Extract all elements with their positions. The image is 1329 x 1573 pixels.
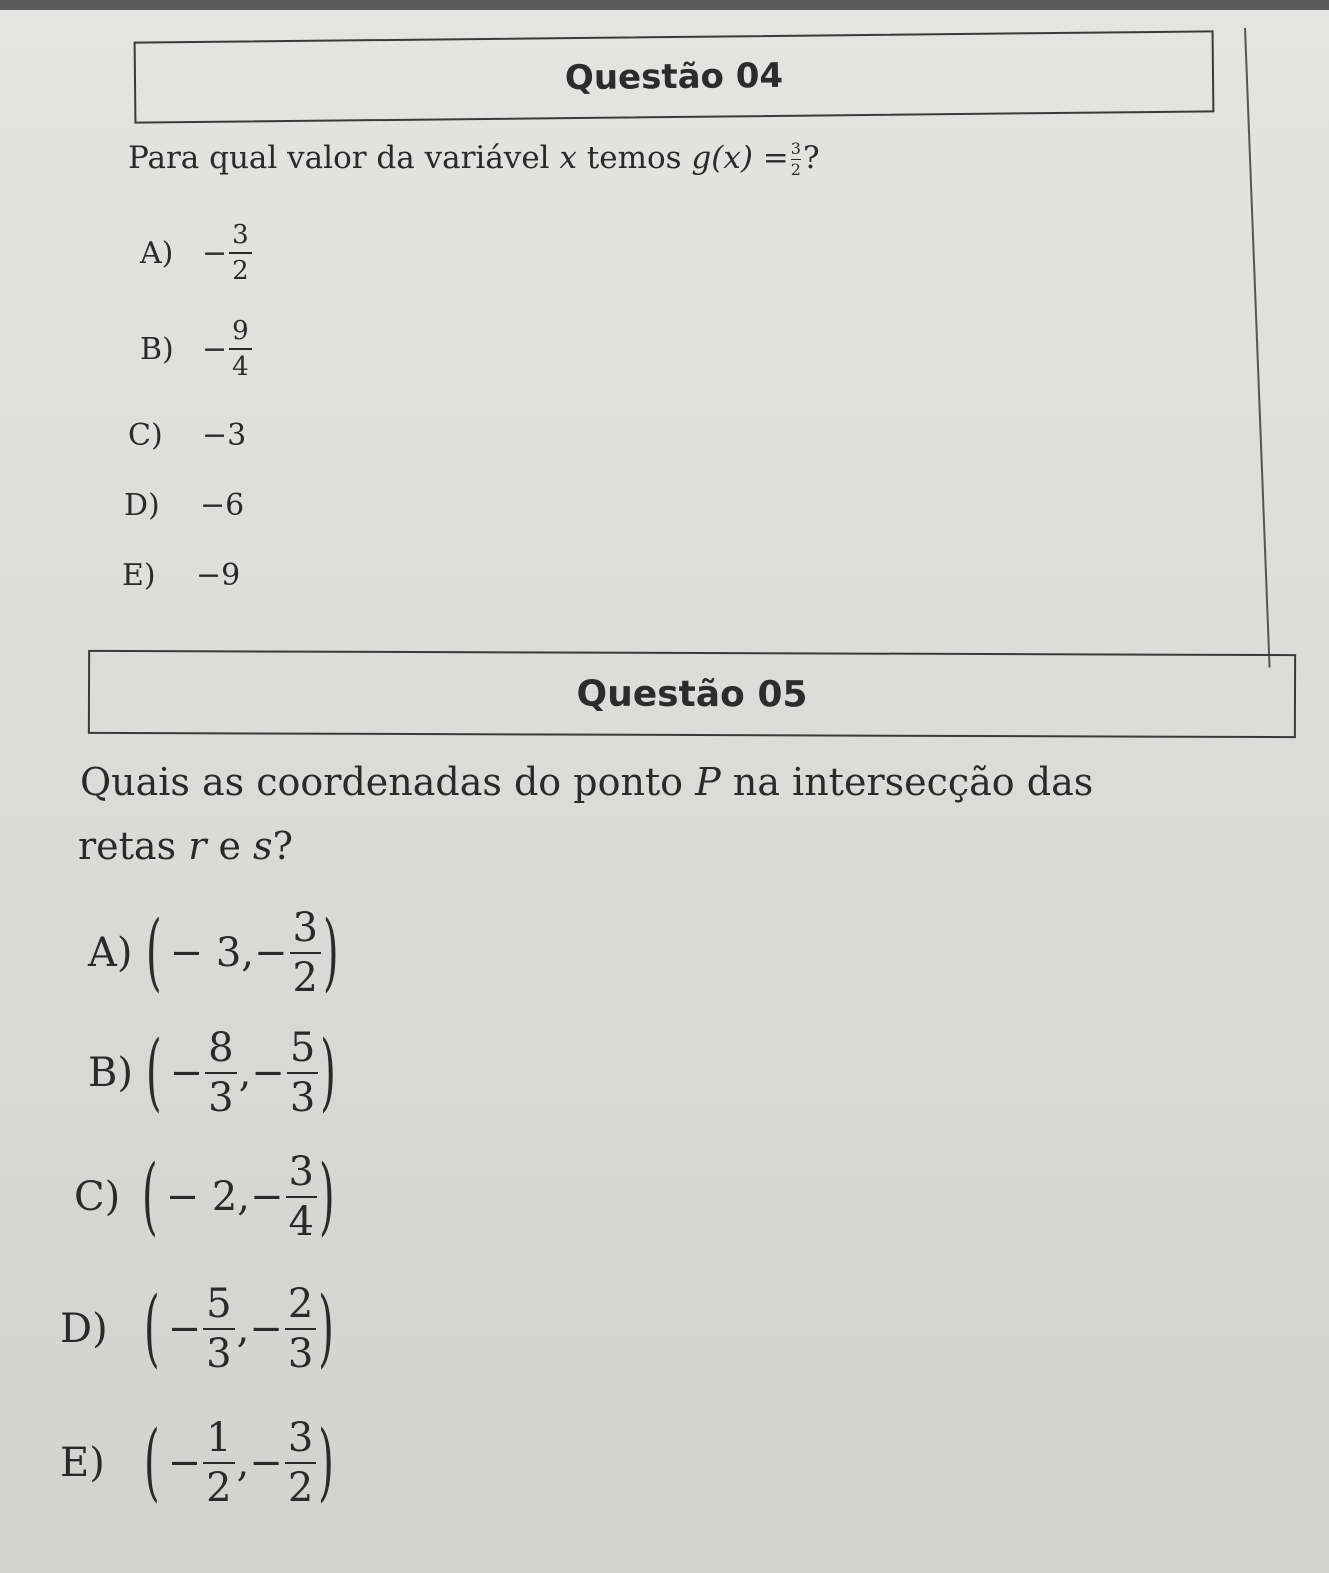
option-y-fraction (290, 905, 321, 1001)
q5-prompt-text: retas (78, 824, 177, 868)
option-x-sign: − (167, 1306, 202, 1352)
option-y-fraction (286, 1149, 317, 1245)
option-label: B) (140, 331, 174, 367)
option-label: D) (60, 1306, 108, 1352)
comma: , (236, 1440, 250, 1486)
option-sign: − (202, 235, 228, 271)
right-paren: ) (320, 1024, 336, 1122)
fraction-den: 3 (205, 1072, 236, 1118)
question-05-prompt-line2 (78, 824, 293, 868)
q5-option-d[interactable] (60, 1280, 334, 1378)
fraction-num: 3 (288, 1149, 314, 1195)
q5-point: P (695, 760, 721, 804)
question-04-title: Questão 04 (564, 55, 784, 99)
q5-option-c[interactable] (74, 1148, 335, 1246)
fraction-den: 4 (286, 1196, 317, 1242)
q4-prompt-suffix: ? (802, 140, 820, 176)
option-x-fraction (205, 1025, 236, 1121)
option-value: −3 (202, 418, 247, 453)
right-paren: ) (318, 1148, 335, 1246)
question-04-header (134, 30, 1215, 123)
option-label: A) (88, 930, 133, 976)
option-label: D) (124, 488, 160, 523)
fraction-num: 3 (292, 905, 318, 951)
fraction-num: 2 (287, 1281, 314, 1327)
q4-option-b[interactable] (140, 318, 254, 380)
q4-value-den: 2 (790, 160, 801, 179)
option-y-sign: − (249, 1306, 283, 1352)
q5-option-b[interactable] (88, 1024, 336, 1122)
fraction-den: 2 (290, 952, 321, 998)
fraction-den: 2 (203, 1462, 234, 1508)
left-paren: ( (146, 1024, 162, 1122)
q5-prompt-text: ? (272, 824, 293, 868)
q4-function-expr: g(x) = (691, 140, 789, 176)
question-05-title: Questão 05 (576, 673, 808, 715)
option-y-sign: − (254, 930, 288, 976)
fraction-num: 5 (206, 1281, 232, 1327)
option-x: − 3, (169, 930, 255, 976)
q5-prompt-text: na intersecção das (732, 760, 1094, 804)
fraction-num: 9 (232, 316, 249, 346)
q5-line-r: r (188, 824, 207, 868)
option-sign: − (202, 331, 228, 367)
option-y-sign: − (250, 1174, 284, 1220)
fraction-den: 3 (287, 1072, 318, 1118)
q4-prompt-prefix: Para qual valor da variável (128, 140, 550, 176)
question-04-prompt (128, 140, 820, 178)
fraction-num: 1 (206, 1415, 232, 1461)
option-x-sign: − (167, 1440, 202, 1486)
left-paren: ( (144, 1280, 160, 1378)
question-05-prompt-line1 (80, 760, 1093, 804)
option-label: B) (88, 1050, 133, 1096)
q5-line-s: s (253, 824, 273, 868)
option-x-fraction (203, 1415, 234, 1511)
option-value: −9 (196, 558, 241, 593)
q5-option-a[interactable] (88, 904, 339, 1002)
right-paren: ) (318, 1280, 334, 1378)
page-top-edge (0, 0, 1329, 10)
fraction-den: 2 (285, 1462, 316, 1508)
fraction-den: 3 (285, 1328, 316, 1374)
page-border-line (1244, 28, 1271, 668)
q4-option-a[interactable] (140, 222, 254, 284)
left-paren: ( (144, 1414, 160, 1512)
left-paren: ( (142, 1148, 158, 1246)
fraction-den: 3 (203, 1328, 234, 1374)
fraction-den: 2 (229, 252, 252, 284)
q4-option-e[interactable] (122, 558, 240, 593)
q4-prompt-middle: temos (586, 140, 682, 176)
option-x: − 2, (165, 1174, 251, 1220)
q4-variable: x (559, 140, 577, 176)
option-label: C) (74, 1174, 121, 1220)
fraction-num: 3 (232, 220, 249, 250)
fraction-num: 3 (287, 1415, 314, 1461)
question-05-header (88, 650, 1296, 738)
option-y-sign: − (251, 1050, 285, 1096)
option-x-fraction (203, 1281, 234, 1377)
option-y-sign: − (249, 1440, 283, 1486)
option-value: −6 (200, 488, 245, 523)
option-y-fraction (285, 1415, 316, 1511)
fraction-num: 5 (289, 1025, 316, 1071)
option-fraction (229, 222, 252, 284)
q5-option-e[interactable] (60, 1414, 334, 1512)
q4-value-num: 3 (790, 139, 801, 158)
q4-value-fraction (791, 141, 801, 178)
q4-option-c[interactable] (128, 418, 246, 453)
fraction-num: 8 (208, 1025, 234, 1071)
option-y-fraction (287, 1025, 318, 1121)
left-paren: ( (146, 904, 162, 1002)
right-paren: ) (322, 904, 339, 1002)
option-label: E) (122, 558, 156, 593)
comma: , (238, 1050, 252, 1096)
option-label: A) (140, 235, 174, 271)
option-y-fraction (285, 1281, 316, 1377)
option-label: E) (60, 1440, 105, 1486)
q4-option-d[interactable] (124, 488, 244, 523)
q5-prompt-text: e (218, 824, 241, 868)
q5-prompt-text: Quais as coordenadas do ponto (80, 760, 684, 804)
right-paren: ) (318, 1414, 334, 1512)
option-x-sign: − (169, 1050, 204, 1096)
comma: , (236, 1306, 250, 1352)
option-fraction (229, 318, 252, 380)
fraction-den: 4 (229, 348, 252, 380)
option-label: C) (128, 418, 163, 453)
